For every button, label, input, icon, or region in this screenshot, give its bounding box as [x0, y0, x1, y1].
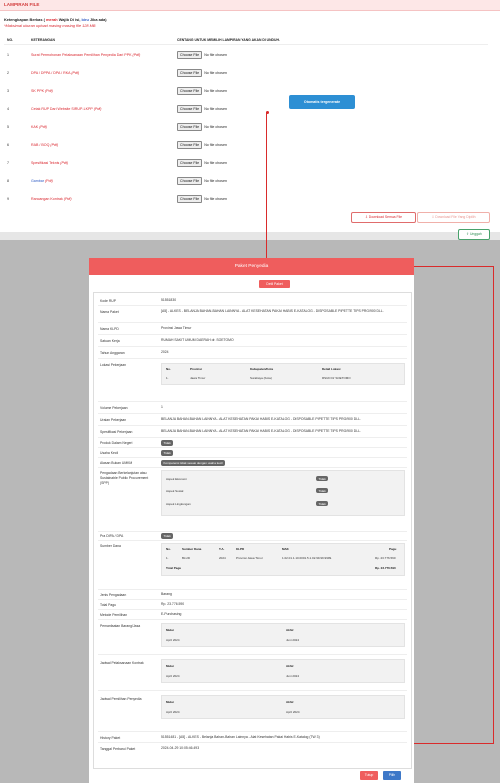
download-all-button[interactable]: ⇩ Download Semua File	[351, 212, 416, 223]
label: History Paket	[100, 736, 121, 740]
pra-dipa-badge: Tidak	[161, 533, 173, 539]
label: Jenis Pengadaan	[100, 593, 127, 597]
file-label: KAK (Pdf)	[31, 125, 47, 129]
divider	[4, 44, 488, 45]
col-no: NO.	[7, 38, 14, 42]
label: Pengadaan Berkelanjutan atau Sustainable Public Procurement (SPP)	[100, 471, 149, 485]
col-keterangan: KETERANGAN	[31, 38, 55, 42]
choose-file-button[interactable]: Choose File	[177, 69, 202, 77]
label: Alasan Bukan UMKM	[100, 461, 133, 465]
section-header	[0, 0, 500, 11]
label: Lokasi Pekerjaan	[100, 363, 127, 367]
history-paket: 51551481 - [A5] - ALKES - Belanja Bahan-Bahan Lainnya - Alat Kesehatan Pakai Habis E-Katalog (TW 3)	[161, 735, 320, 739]
choose-file-button[interactable]: Choose File	[177, 105, 202, 113]
volume: 1	[161, 405, 163, 409]
lampiran-file-panel	[0, 0, 500, 240]
choose-file-button[interactable]: Choose File	[177, 177, 202, 185]
modal-title: Paket Penyedia	[89, 258, 414, 275]
pdn-badge: Tidak	[161, 440, 173, 446]
download-selected-button[interactable]: ⇩ Download File Yang Dipilih	[417, 212, 490, 223]
file-label: Gambar (Pdf)	[31, 179, 53, 183]
satuan-kerja: RUMAH SAKIT UMUM DAERAH dr. SOETOMO	[161, 338, 234, 342]
pilih-button[interactable]: Pilih	[383, 771, 401, 780]
file-label: Rancangan Kontrak (Pdf)	[31, 197, 72, 201]
col-centang: CENTANG UNTUK MEMILIH LAMPIRAN YANG AKAN DI UNDUH.	[177, 38, 280, 42]
file-label: Surat Permohonan Pelaksanaan Pemilihan Penyedia Dari PPK (Pdf)	[31, 53, 141, 57]
detail-box	[93, 292, 412, 769]
file-label: SK PPK (Pdf)	[31, 89, 53, 93]
kode-rup: 51551830	[161, 298, 177, 302]
label: Tahun Anggaran	[100, 351, 125, 355]
label: Spesifikasi Pekerjaan	[100, 430, 133, 434]
file-row: 9 Rancangan Kontrak (Pdf) Choose File No file chosen	[7, 197, 227, 201]
tanggal-perbarui: 2024-04-29 10:05:46.493	[161, 746, 200, 750]
file-row: 1 Surat Permohonan Pelaksanaan Pemilihan Penyedia Dari PPK (Pdf) Choose File No file chosen	[7, 53, 227, 57]
auto-generate-tooltip: Otomatis tergenerate	[289, 95, 355, 109]
spp-table: Aspek Ekonomi Tidak Aspek Sosial Tidak Aspek Lingkungan Tidak	[161, 470, 405, 516]
choose-file-button[interactable]: Choose File	[177, 159, 202, 167]
label: Jadwal Pelaksanaan Kontrak	[100, 661, 144, 665]
caption-note: *Maksimal ukuran upload masing masing file 128 MB	[4, 23, 96, 28]
tahun-anggaran: 2024	[161, 350, 169, 354]
file-row: 3 SK PPK (Pdf) Choose File No file chosen	[7, 89, 227, 93]
label: Total Pagu	[100, 603, 117, 607]
metode-pemilihan: E-Purchasing	[161, 612, 182, 616]
label: Nama KLPD	[100, 327, 119, 331]
label: Volume Pekerjaan	[100, 406, 128, 410]
uraian: BELANJA BAHAN-BAHAN LAINNYA - ALAT KESEHATAN PAKAI HABIS E-KATALOG - DISPOSABLE PIPETTE TIPS PRG/900 DLL.	[161, 417, 361, 421]
section-title: LAMPIRAN FILE	[4, 2, 40, 7]
label: Metode Pemilihan	[100, 613, 128, 617]
spesifikasi: BELANJA BAHAN-BAHAN LAINNYA - ALAT KESEHATAN PAKAI HABIS E-KATALOG - DISPOSABLE PIPETTE TIPS PRG/900 DLL.	[161, 429, 361, 433]
file-row: 5 KAK (Pdf) Choose File No file chosen	[7, 125, 227, 129]
tutup-button[interactable]: Tutup	[360, 771, 378, 780]
pemilihan-table: Mulai Akhir April 2024 April 2024	[161, 695, 405, 719]
caption: Ketengkapan Berkas ( merah Wajib Di isi, biru Jika ada)	[4, 17, 107, 22]
sumber-dana-table: No. Sumber Dana T.A. KLPD MAK Pagu 1. BLUD 2024 Provinsi Jawa Timur 1.02.01.1.10.0001.5.1.02.99.99.9999. Rp. 23.776.590 Total Pagu Rp. 23.776.590	[161, 543, 405, 576]
label: Jadwal Pemilihan Penyedia	[100, 697, 142, 701]
file-label: Spesifikasi Teknis (Pdf)	[31, 161, 69, 165]
label: Pemanfaatan Barang/Jasa	[100, 624, 141, 628]
file-row: 4 Cetak RUP Dari Website SIRUP-LKPP (Pdf) Choose File No file chosen	[7, 107, 227, 111]
choose-file-button[interactable]: Choose File	[177, 87, 202, 95]
label: Nama Paket	[100, 310, 119, 314]
choose-file-button[interactable]: Choose File	[177, 51, 202, 59]
lokasi-table: No. Provinsi Kabupaten/Kota Detail Lokasi 1. Jawa Timur Surabaya (Kota) RSUD Dr SOETOMO	[161, 363, 405, 385]
annotation-line	[493, 266, 494, 744]
tab-detil-paket[interactable]: Detil Paket	[259, 280, 290, 288]
page-gutter	[0, 232, 500, 240]
label: Satuan Kerja	[100, 339, 120, 343]
file-row: 7 Spesifikasi Teknis (Pdf) Choose File No file chosen	[7, 161, 227, 165]
label: Uraian Pekerjaan	[100, 418, 127, 422]
file-row: 2 DPA / DPPA / DPA / RKA (Pdf) Choose File No file chosen	[7, 71, 227, 75]
total-pagu: Rp. 23.776.590	[161, 602, 185, 606]
nama-paket: [A5] - ALKES - BELANJA BAHAN-BAHAN LAINNYA - ALAT KESEHATAN PAKAI HABIS E-KATALOG - DISPOSABLE PIPETTE TIPS PRG/900 DLL.	[161, 309, 384, 313]
annotation-line	[266, 112, 267, 266]
pemanfaatan-table: Mulai Akhir April 2024 Juni 2024	[161, 623, 405, 647]
file-row: 8 Gambar (Pdf) Choose File No file chosen	[7, 179, 227, 183]
label: Sumber Dana	[100, 544, 121, 548]
jenis-pengadaan: Barang	[161, 592, 172, 596]
label: Usaha Kecil	[100, 451, 119, 455]
file-label: RAB / BOQ (Pdf)	[31, 143, 59, 147]
usaha-kecil-badge: Tidak	[161, 450, 173, 456]
choose-file-button[interactable]: Choose File	[177, 141, 202, 149]
label: Tanggal Perbarui Paket	[100, 747, 136, 751]
file-label: DPA / DPPA / DPA / RKA (Pdf)	[31, 71, 80, 75]
alasan-badge: Kompetensi tidak sesuai dengan usaha kecil	[161, 460, 225, 466]
upload-button[interactable]: ⇧ Unggah	[458, 229, 490, 240]
choose-file-button[interactable]: Choose File	[177, 123, 202, 131]
label: Kode RUP	[100, 299, 117, 303]
choose-file-button[interactable]: Choose File	[177, 195, 202, 203]
nama-klpd: Provinsi Jawa Timur	[161, 326, 192, 330]
paket-penyedia-modal	[89, 258, 414, 783]
label: Produk Dalam Negeri	[100, 441, 133, 445]
kontrak-table: Mulai Akhir April 2024 Juni 2024	[161, 659, 405, 683]
label: Pra DIPA / DPA	[100, 534, 124, 538]
file-row: 6 RAB / BOQ (Pdf) Choose File No file chosen	[7, 143, 227, 147]
file-label: Cetak RUP Dari Website SIRUP-LKPP (Pdf)	[31, 107, 102, 111]
